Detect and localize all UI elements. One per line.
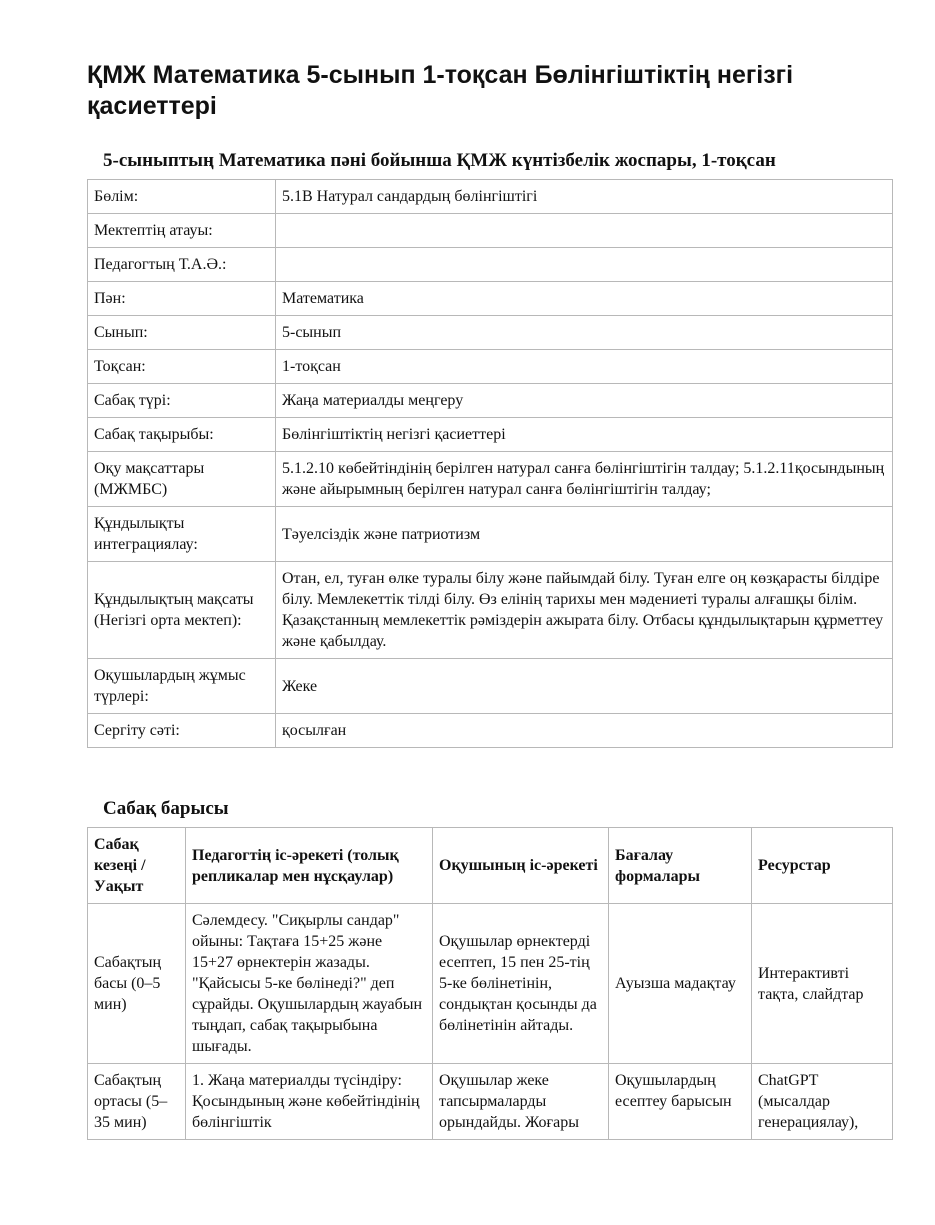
info-value: 5.1В Натурал сандардың бөлінгіштігі xyxy=(276,180,893,214)
header-student-action: Оқушының іс-әрекеті xyxy=(433,828,609,904)
info-row xyxy=(88,316,893,350)
info-value: Жеке xyxy=(276,659,893,714)
lesson-process-table xyxy=(87,827,893,1140)
info-key: Құндылықты интеграциялау: xyxy=(88,507,276,562)
document-title: ҚМЖ Математика 5-сынып 1-тоқсан Бөлінгіштіктің негізгі қасиеттері xyxy=(87,61,794,120)
header-teacher-action: Педагогтің іс-әрекеті (толық репликалар мен нұсқаулар) xyxy=(186,828,433,904)
info-key: Педагогтың Т.А.Ә.: xyxy=(88,248,276,282)
info-value xyxy=(276,248,893,282)
info-value: Бөлінгіштіктің негізгі қасиеттері xyxy=(276,418,893,452)
info-value: қосылған xyxy=(276,714,893,748)
info-value xyxy=(276,214,893,248)
info-row xyxy=(88,659,893,714)
cell-student-action: Оқушылар жеке тапсырмаларды орындайды. Жоғары xyxy=(433,1064,609,1140)
cell-stage: Сабақтың басы (0–5 мин) xyxy=(88,904,186,1064)
info-key: Оқу мақсаттары (МЖМБС) xyxy=(88,452,276,507)
page-bottom-mask xyxy=(0,1165,935,1225)
info-value: Математика xyxy=(276,282,893,316)
info-row xyxy=(88,282,893,316)
lesson-info-table xyxy=(87,179,893,748)
info-key: Құндылықтың мақсаты (Негізгі орта мектеп): xyxy=(88,562,276,659)
cell-teacher-action: 1. Жаңа материалды түсіндіру: Қосындының және көбейтіндінің бөлінгіштік xyxy=(186,1064,433,1140)
process-header-row xyxy=(88,828,893,904)
info-row xyxy=(88,248,893,282)
info-row xyxy=(88,384,893,418)
table-row xyxy=(88,904,893,1064)
cell-assessment: Ауызша мадақтау xyxy=(609,904,752,1064)
info-row xyxy=(88,350,893,384)
info-value: 1-тоқсан xyxy=(276,350,893,384)
info-value: 5-сынып xyxy=(276,316,893,350)
info-key: Мектептің атауы: xyxy=(88,214,276,248)
header-resources: Ресурстар xyxy=(752,828,893,904)
info-key: Тоқсан: xyxy=(88,350,276,384)
info-value: Отан, ел, туған өлке туралы білу және пайымдай білу. Туған елге оң көзқарасты білдіре білу. Мемлекеттік тілді білу. Өз елінің тарихы мен мәдениеті туралы алғашқы білім. Қазақстанның мемлекеттік рәміздерін ажырата білу. Отбасы құндылықтарын құрметтеу және қабылдау. xyxy=(276,562,893,659)
info-value: Жаңа материалды меңгеру xyxy=(276,384,893,418)
cell-assessment: Оқушылардың есептеу барысын xyxy=(609,1064,752,1140)
lesson-process-heading: Сабақ барысы xyxy=(103,798,229,819)
info-row xyxy=(88,452,893,507)
cell-teacher-action: Сәлемдесу. "Сиқырлы сандар" ойыны: Тақтаға 15+25 және 15+27 өрнектерін жазады. "Қайсысы 5-ке бөлінеді?" деп сұрайды. Оқушылардың жауабын тыңдап, сабақ тақырыбына шығады. xyxy=(186,904,433,1064)
header-stage: Сабақ кезеңі / Уақыт xyxy=(88,828,186,904)
info-row xyxy=(88,714,893,748)
info-key: Сабақ түрі: xyxy=(88,384,276,418)
info-value: 5.1.2.10 көбейтіндінің берілген натурал санға бөлінгіштігін талдау; 5.1.2.11қосындының және айырымның берілген натурал санға бөлінгіштігін талдау; xyxy=(276,452,893,507)
cell-stage: Сабақтың ортасы (5–35 мин) xyxy=(88,1064,186,1140)
info-row xyxy=(88,180,893,214)
info-row xyxy=(88,562,893,659)
cell-student-action: Оқушылар өрнектерді есептеп, 15 пен 25-тің 5-ке бөлінетінін, сондықтан қосынды да бөлінетінін айтады. xyxy=(433,904,609,1064)
info-key: Бөлім: xyxy=(88,180,276,214)
info-key: Сергіту сәті: xyxy=(88,714,276,748)
info-row xyxy=(88,507,893,562)
info-key: Сынып: xyxy=(88,316,276,350)
header-assessment: Бағалау формалары xyxy=(609,828,752,904)
info-key: Оқушылардың жұмыс түрлері: xyxy=(88,659,276,714)
plan-subtitle: 5-сыныптың Математика пәні бойынша ҚМЖ күнтізбелік жоспары, 1-тоқсан xyxy=(103,150,776,171)
info-value: Тәуелсіздік және патриотизм xyxy=(276,507,893,562)
info-row xyxy=(88,418,893,452)
cell-resources: Интерактивті тақта, слайдтар xyxy=(752,904,893,1064)
info-key: Пән: xyxy=(88,282,276,316)
info-key: Сабақ тақырыбы: xyxy=(88,418,276,452)
info-row xyxy=(88,214,893,248)
table-row xyxy=(88,1064,893,1140)
cell-resources: ChatGPT (мысалдар генерациялау), xyxy=(752,1064,893,1140)
